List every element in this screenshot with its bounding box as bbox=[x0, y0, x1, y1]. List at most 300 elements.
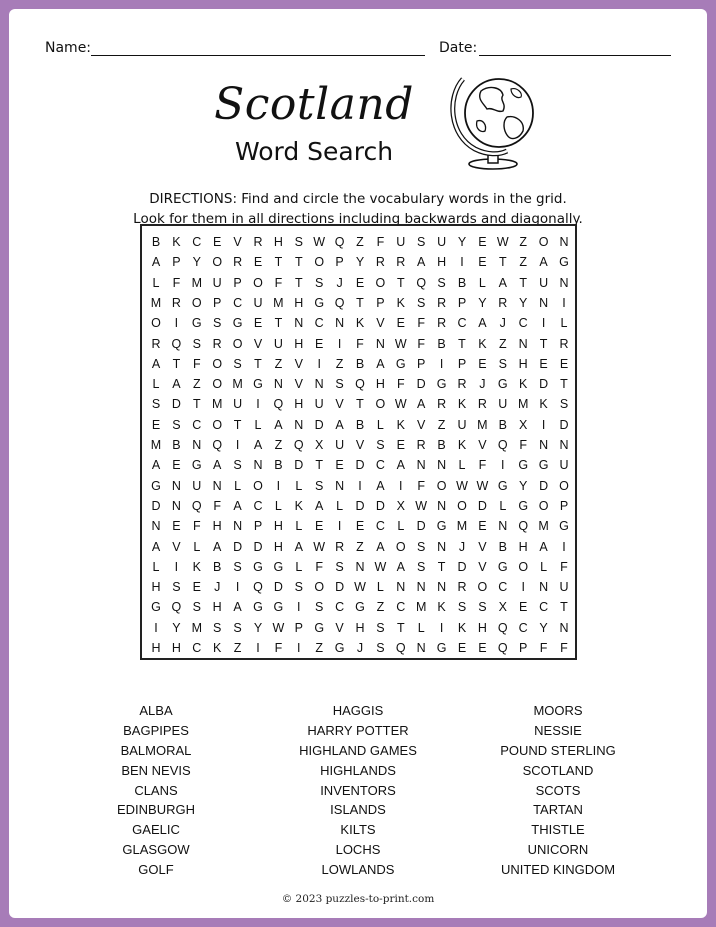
grid-letter[interactable]: C bbox=[518, 316, 528, 331]
grid-letter[interactable]: I bbox=[174, 316, 179, 331]
grid-letter[interactable]: S bbox=[172, 580, 181, 595]
grid-letter[interactable]: K bbox=[172, 235, 181, 249]
grid-letter[interactable]: Q bbox=[171, 600, 182, 615]
grid-letter[interactable]: O bbox=[212, 255, 223, 270]
grid-letter[interactable]: Q bbox=[191, 498, 202, 513]
grid-letter[interactable]: E bbox=[172, 458, 181, 473]
grid-letter[interactable]: N bbox=[375, 336, 385, 351]
grid-letter[interactable]: F bbox=[274, 275, 283, 290]
grid-letter[interactable]: S bbox=[233, 559, 242, 574]
grid-letter[interactable]: D bbox=[314, 417, 324, 432]
grid-letter[interactable]: G bbox=[497, 377, 508, 392]
grid-letter[interactable]: R bbox=[416, 438, 426, 452]
grid-letter[interactable]: B bbox=[172, 438, 181, 452]
grid-letter[interactable]: A bbox=[151, 356, 161, 371]
grid-letter[interactable]: G bbox=[355, 600, 365, 615]
grid-letter[interactable]: F bbox=[539, 641, 548, 655]
grid-letter[interactable]: Q bbox=[416, 275, 427, 290]
grid-letter[interactable]: O bbox=[151, 316, 161, 331]
grid-letter[interactable]: V bbox=[294, 377, 303, 392]
grid-letter[interactable]: S bbox=[417, 559, 426, 574]
grid-letter[interactable]: L bbox=[234, 478, 242, 493]
grid-letter[interactable]: C bbox=[498, 580, 508, 595]
grid-letter[interactable]: V bbox=[417, 417, 426, 432]
grid-letter[interactable]: D bbox=[253, 539, 263, 554]
grid-letter[interactable]: S bbox=[457, 600, 467, 615]
grid-letter[interactable]: R bbox=[477, 397, 487, 412]
grid-letter[interactable]: F bbox=[192, 519, 201, 534]
grid-letter[interactable]: W bbox=[374, 559, 387, 574]
grid-letter[interactable]: K bbox=[437, 600, 446, 615]
grid-letter[interactable]: A bbox=[376, 478, 385, 493]
grid-letter[interactable]: K bbox=[396, 295, 405, 310]
grid-letter[interactable]: I bbox=[276, 478, 281, 493]
grid-letter[interactable]: G bbox=[253, 377, 263, 392]
grid-letter[interactable]: C bbox=[335, 600, 345, 615]
grid-letter[interactable]: P bbox=[457, 356, 467, 371]
grid-letter[interactable]: Q bbox=[355, 377, 365, 392]
grid-letter[interactable]: R bbox=[498, 295, 508, 310]
grid-letter[interactable]: H bbox=[518, 356, 528, 371]
grid-letter[interactable]: W bbox=[415, 498, 428, 513]
grid-letter[interactable]: T bbox=[172, 356, 181, 371]
grid-letter[interactable]: N bbox=[233, 519, 243, 534]
grid-letter[interactable]: N bbox=[559, 235, 569, 249]
grid-letter[interactable]: E bbox=[253, 316, 263, 331]
grid-letter[interactable]: P bbox=[457, 295, 467, 310]
grid-letter[interactable]: C bbox=[314, 316, 324, 331]
grid-letter[interactable]: K bbox=[355, 316, 365, 331]
grid-letter[interactable]: S bbox=[172, 417, 181, 432]
grid-letter[interactable]: O bbox=[375, 397, 386, 412]
grid-letter[interactable]: N bbox=[294, 316, 304, 331]
grid-letter[interactable]: O bbox=[253, 275, 263, 290]
grid-letter[interactable]: G bbox=[436, 377, 447, 392]
grid-letter[interactable]: N bbox=[416, 458, 426, 473]
grid-letter[interactable]: N bbox=[559, 620, 569, 635]
grid-letter[interactable]: F bbox=[417, 316, 425, 331]
grid-letter[interactable]: F bbox=[356, 336, 364, 351]
date-line[interactable] bbox=[479, 55, 671, 56]
grid-letter[interactable]: Y bbox=[539, 620, 548, 635]
grid-letter[interactable]: H bbox=[151, 641, 161, 655]
grid-letter[interactable]: H bbox=[437, 255, 447, 270]
grid-letter[interactable]: T bbox=[315, 458, 323, 473]
grid-letter[interactable]: N bbox=[539, 580, 549, 595]
grid-letter[interactable]: R bbox=[212, 336, 222, 351]
grid-letter[interactable]: M bbox=[150, 295, 162, 310]
grid-letter[interactable]: N bbox=[171, 498, 181, 513]
grid-letter[interactable]: T bbox=[254, 356, 262, 371]
grid-letter[interactable]: T bbox=[458, 336, 466, 351]
grid-letter[interactable]: P bbox=[417, 356, 426, 371]
grid-letter[interactable]: A bbox=[253, 438, 263, 452]
grid-letter[interactable]: V bbox=[294, 356, 303, 371]
grid-letter[interactable]: F bbox=[519, 438, 527, 452]
grid-letter[interactable]: D bbox=[151, 498, 161, 513]
grid-letter[interactable]: Y bbox=[355, 255, 365, 270]
grid-letter[interactable]: Z bbox=[376, 600, 385, 615]
grid-letter[interactable]: G bbox=[518, 498, 529, 513]
grid-letter[interactable]: D bbox=[335, 580, 345, 595]
grid-letter[interactable]: U bbox=[498, 397, 508, 412]
grid-letter[interactable]: W bbox=[313, 235, 326, 249]
grid-letter[interactable]: I bbox=[562, 295, 566, 310]
grid-letter[interactable]: I bbox=[337, 336, 342, 351]
grid-letter[interactable]: D bbox=[416, 519, 426, 534]
grid-letter[interactable]: N bbox=[559, 438, 569, 452]
grid-letter[interactable]: N bbox=[335, 316, 345, 331]
grid-letter[interactable]: S bbox=[498, 356, 507, 371]
grid-letter[interactable]: Z bbox=[274, 438, 283, 452]
grid-letter[interactable]: T bbox=[274, 255, 283, 270]
grid-letter[interactable]: Z bbox=[498, 336, 507, 351]
grid-letter[interactable]: D bbox=[355, 458, 365, 473]
grid-letter[interactable]: N bbox=[355, 559, 365, 574]
grid-letter[interactable]: S bbox=[192, 600, 201, 615]
grid-letter[interactable]: X bbox=[498, 600, 507, 615]
grid-letter[interactable]: V bbox=[335, 397, 344, 412]
grid-letter[interactable]: F bbox=[478, 458, 487, 473]
grid-letter[interactable]: G bbox=[232, 316, 243, 331]
grid-letter[interactable]: D bbox=[375, 498, 385, 513]
grid-letter[interactable]: N bbox=[192, 438, 202, 452]
grid-letter[interactable]: R bbox=[437, 397, 447, 412]
grid-letter[interactable]: M bbox=[191, 620, 202, 635]
grid-letter[interactable]: R bbox=[375, 255, 385, 270]
grid-letter[interactable]: N bbox=[539, 438, 549, 452]
grid-letter[interactable]: V bbox=[478, 438, 487, 452]
grid-letter[interactable]: Z bbox=[437, 417, 446, 432]
grid-letter[interactable]: U bbox=[559, 580, 569, 595]
grid-letter[interactable]: N bbox=[437, 458, 447, 473]
grid-letter[interactable]: I bbox=[297, 600, 301, 615]
grid-letter[interactable]: A bbox=[396, 559, 405, 574]
grid-letter[interactable]: N bbox=[416, 580, 426, 595]
grid-letter[interactable]: L bbox=[152, 275, 160, 290]
grid-letter[interactable]: S bbox=[192, 336, 201, 351]
grid-letter[interactable]: X bbox=[396, 498, 405, 513]
grid-letter[interactable]: G bbox=[191, 458, 202, 473]
grid-letter[interactable]: C bbox=[233, 295, 243, 310]
grid-letter[interactable]: R bbox=[437, 295, 447, 310]
grid-letter[interactable]: Z bbox=[192, 377, 201, 392]
grid-letter[interactable]: E bbox=[559, 356, 569, 371]
grid-letter[interactable]: H bbox=[171, 641, 181, 655]
grid-letter[interactable]: Q bbox=[518, 519, 529, 534]
grid-letter[interactable]: L bbox=[336, 498, 344, 513]
grid-letter[interactable]: E bbox=[539, 356, 548, 371]
grid-letter[interactable]: H bbox=[477, 620, 487, 635]
grid-letter[interactable]: L bbox=[417, 620, 425, 635]
grid-letter[interactable]: T bbox=[539, 336, 548, 351]
grid-letter[interactable]: S bbox=[315, 478, 324, 493]
grid-letter[interactable]: C bbox=[539, 600, 549, 615]
grid-letter[interactable]: I bbox=[235, 438, 240, 452]
grid-letter[interactable]: P bbox=[213, 295, 222, 310]
grid-letter[interactable]: J bbox=[479, 377, 486, 392]
grid-letter[interactable]: E bbox=[457, 641, 467, 655]
grid-letter[interactable]: I bbox=[439, 356, 444, 371]
grid-letter[interactable]: W bbox=[354, 580, 366, 595]
grid-letter[interactable]: Y bbox=[253, 620, 263, 635]
grid-letter[interactable]: L bbox=[152, 559, 160, 574]
grid-letter[interactable]: K bbox=[457, 438, 467, 452]
grid-letter[interactable]: B bbox=[355, 356, 365, 371]
grid-letter[interactable]: O bbox=[212, 356, 223, 371]
grid-letter[interactable]: U bbox=[273, 336, 283, 351]
grid-letter[interactable]: A bbox=[376, 356, 385, 371]
grid-letter[interactable]: T bbox=[560, 377, 568, 392]
grid-letter[interactable]: H bbox=[294, 336, 304, 351]
grid-letter[interactable]: W bbox=[476, 478, 489, 493]
grid-letter[interactable]: O bbox=[477, 580, 488, 595]
grid-letter[interactable]: Q bbox=[334, 295, 345, 310]
grid-letter[interactable]: Y bbox=[478, 295, 487, 310]
grid-letter[interactable]: A bbox=[213, 539, 222, 554]
grid-letter[interactable]: U bbox=[457, 417, 467, 432]
grid-letter[interactable]: O bbox=[191, 295, 202, 310]
grid-letter[interactable]: G bbox=[334, 641, 345, 655]
grid-letter[interactable]: I bbox=[297, 641, 301, 655]
grid-letter[interactable]: I bbox=[154, 620, 158, 635]
grid-letter[interactable]: T bbox=[356, 397, 364, 412]
grid-letter[interactable]: A bbox=[274, 417, 283, 432]
grid-letter[interactable]: A bbox=[151, 255, 161, 270]
grid-letter[interactable]: G bbox=[191, 316, 202, 331]
grid-letter[interactable]: R bbox=[437, 316, 447, 331]
grid-letter[interactable]: Q bbox=[497, 438, 508, 452]
grid-letter[interactable]: K bbox=[539, 397, 548, 412]
grid-letter[interactable]: S bbox=[294, 580, 303, 595]
grid-letter[interactable]: P bbox=[559, 498, 569, 513]
grid-letter[interactable]: L bbox=[478, 275, 486, 290]
grid-letter[interactable]: J bbox=[214, 580, 221, 595]
grid-letter[interactable]: U bbox=[396, 235, 406, 249]
grid-letter[interactable]: B bbox=[498, 417, 507, 432]
grid-letter[interactable]: E bbox=[355, 519, 365, 534]
grid-letter[interactable]: J bbox=[458, 539, 466, 554]
grid-letter[interactable]: G bbox=[314, 295, 325, 310]
grid-letter[interactable]: T bbox=[192, 397, 201, 412]
grid-letter[interactable]: G bbox=[273, 600, 284, 615]
grid-letter[interactable]: S bbox=[376, 641, 385, 655]
grid-letter[interactable]: A bbox=[539, 255, 548, 270]
grid-letter[interactable]: J bbox=[336, 275, 343, 290]
grid-letter[interactable]: Q bbox=[395, 641, 406, 655]
grid-letter[interactable]: O bbox=[559, 478, 569, 493]
grid-letter[interactable]: F bbox=[376, 235, 385, 249]
grid-letter[interactable]: O bbox=[538, 235, 549, 249]
grid-letter[interactable]: R bbox=[396, 255, 406, 270]
grid-letter[interactable]: V bbox=[355, 438, 365, 452]
grid-letter[interactable]: S bbox=[417, 295, 426, 310]
grid-letter[interactable]: S bbox=[559, 397, 569, 412]
grid-letter[interactable]: S bbox=[213, 316, 222, 331]
grid-letter[interactable]: M bbox=[273, 295, 284, 310]
grid-letter[interactable]: G bbox=[436, 641, 447, 655]
grid-letter[interactable]: A bbox=[539, 539, 548, 554]
grid-letter[interactable]: L bbox=[376, 580, 384, 595]
grid-letter[interactable]: P bbox=[172, 255, 181, 270]
grid-letter[interactable]: S bbox=[213, 620, 222, 635]
grid-letter[interactable]: Z bbox=[519, 235, 527, 249]
grid-letter[interactable]: N bbox=[212, 478, 222, 493]
grid-letter[interactable]: G bbox=[151, 600, 161, 615]
grid-letter[interactable]: E bbox=[519, 600, 528, 615]
grid-letter[interactable]: X bbox=[519, 417, 528, 432]
grid-letter[interactable]: M bbox=[517, 397, 529, 412]
grid-letter[interactable]: E bbox=[315, 336, 324, 351]
grid-letter[interactable]: A bbox=[335, 417, 344, 432]
grid-letter[interactable]: C bbox=[253, 498, 263, 513]
grid-letter[interactable]: K bbox=[192, 559, 201, 574]
grid-letter[interactable]: A bbox=[151, 539, 161, 554]
grid-letter[interactable]: L bbox=[274, 498, 282, 513]
grid-letter[interactable]: D bbox=[171, 397, 181, 412]
grid-letter[interactable]: Q bbox=[273, 397, 284, 412]
grid-letter[interactable]: A bbox=[294, 539, 303, 554]
grid-letter[interactable]: I bbox=[460, 255, 464, 270]
grid-letter[interactable]: M bbox=[477, 417, 488, 432]
grid-letter[interactable]: W bbox=[394, 336, 407, 351]
name-line[interactable] bbox=[91, 55, 425, 56]
grid-letter[interactable]: W bbox=[496, 235, 509, 249]
grid-letter[interactable]: V bbox=[478, 559, 487, 574]
grid-letter[interactable]: S bbox=[376, 438, 385, 452]
grid-letter[interactable]: A bbox=[498, 275, 507, 290]
grid-letter[interactable]: F bbox=[274, 641, 283, 655]
grid-letter[interactable]: G bbox=[314, 620, 325, 635]
grid-letter[interactable]: A bbox=[233, 498, 242, 513]
grid-letter[interactable]: S bbox=[315, 275, 324, 290]
grid-letter[interactable]: N bbox=[437, 498, 447, 513]
grid-letter[interactable]: E bbox=[151, 417, 161, 432]
grid-letter[interactable]: T bbox=[294, 275, 303, 290]
grid-letter[interactable]: C bbox=[192, 641, 202, 655]
grid-letter[interactable]: F bbox=[396, 377, 405, 392]
grid-letter[interactable]: T bbox=[437, 559, 446, 574]
grid-letter[interactable]: Z bbox=[274, 356, 283, 371]
grid-letter[interactable]: N bbox=[437, 580, 447, 595]
grid-letter[interactable]: H bbox=[294, 295, 304, 310]
grid-letter[interactable]: K bbox=[478, 336, 487, 351]
grid-letter[interactable]: R bbox=[457, 580, 467, 595]
grid-letter[interactable]: D bbox=[294, 458, 304, 473]
grid-letter[interactable]: T bbox=[560, 600, 568, 615]
grid-letter[interactable]: U bbox=[233, 397, 243, 412]
grid-letter[interactable]: B bbox=[437, 438, 446, 452]
grid-letter[interactable]: N bbox=[518, 336, 528, 351]
grid-letter[interactable]: Z bbox=[356, 235, 364, 249]
grid-letter[interactable]: T bbox=[498, 255, 507, 270]
grid-letter[interactable]: L bbox=[254, 417, 262, 432]
grid-letter[interactable]: E bbox=[478, 356, 487, 371]
grid-letter[interactable]: S bbox=[417, 235, 426, 249]
grid-letter[interactable]: R bbox=[457, 377, 467, 392]
grid-letter[interactable]: K bbox=[457, 620, 467, 635]
grid-letter[interactable]: Q bbox=[253, 580, 263, 595]
grid-letter[interactable]: V bbox=[233, 235, 242, 249]
grid-letter[interactable]: U bbox=[314, 397, 324, 412]
grid-letter[interactable]: T bbox=[396, 620, 405, 635]
grid-letter[interactable]: G bbox=[151, 478, 161, 493]
grid-letter[interactable]: S bbox=[437, 275, 446, 290]
grid-letter[interactable]: H bbox=[375, 377, 385, 392]
grid-letter[interactable]: E bbox=[396, 438, 405, 452]
grid-letter[interactable]: A bbox=[396, 458, 405, 473]
grid-letter[interactable]: I bbox=[317, 356, 321, 371]
grid-letter[interactable]: I bbox=[256, 397, 260, 412]
grid-letter[interactable]: D bbox=[559, 417, 569, 432]
grid-letter[interactable]: E bbox=[355, 275, 365, 290]
grid-letter[interactable]: L bbox=[193, 539, 201, 554]
grid-letter[interactable]: Z bbox=[335, 356, 344, 371]
grid-letter[interactable]: Y bbox=[519, 478, 528, 493]
grid-letter[interactable]: R bbox=[171, 295, 181, 310]
grid-letter[interactable]: I bbox=[521, 580, 525, 595]
grid-letter[interactable]: N bbox=[151, 519, 161, 534]
grid-letter[interactable]: G bbox=[395, 356, 406, 371]
grid-letter[interactable]: D bbox=[273, 580, 283, 595]
grid-letter[interactable]: N bbox=[273, 377, 283, 392]
grid-letter[interactable]: A bbox=[417, 255, 426, 270]
grid-letter[interactable]: R bbox=[151, 336, 161, 351]
grid-letter[interactable]: N bbox=[437, 539, 447, 554]
grid-letter[interactable]: H bbox=[294, 397, 304, 412]
grid-letter[interactable]: A bbox=[151, 458, 161, 473]
grid-letter[interactable]: W bbox=[313, 539, 326, 554]
grid-letter[interactable]: O bbox=[253, 478, 263, 493]
grid-letter[interactable]: Q bbox=[334, 235, 345, 249]
grid-letter[interactable]: S bbox=[294, 235, 303, 249]
grid-letter[interactable]: A bbox=[233, 600, 242, 615]
grid-letter[interactable]: L bbox=[295, 519, 303, 534]
grid-letter[interactable]: Z bbox=[519, 255, 527, 270]
grid-letter[interactable]: A bbox=[315, 498, 324, 513]
grid-letter[interactable]: D bbox=[355, 498, 365, 513]
grid-letter[interactable]: G bbox=[273, 559, 284, 574]
grid-letter[interactable]: F bbox=[417, 478, 425, 493]
grid-letter[interactable]: T bbox=[519, 275, 527, 290]
grid-letter[interactable]: S bbox=[315, 600, 324, 615]
grid-letter[interactable]: F bbox=[560, 641, 568, 655]
grid-letter[interactable]: I bbox=[541, 316, 546, 331]
grid-letter[interactable]: N bbox=[539, 295, 549, 310]
grid-letter[interactable]: C bbox=[396, 600, 406, 615]
grid-letter[interactable]: B bbox=[355, 417, 365, 432]
grid-letter[interactable]: U bbox=[335, 438, 345, 452]
grid-letter[interactable]: B bbox=[457, 275, 467, 290]
grid-letter[interactable]: H bbox=[212, 519, 222, 534]
grid-letter[interactable]: D bbox=[457, 559, 467, 574]
grid-letter[interactable]: P bbox=[335, 255, 344, 270]
grid-letter[interactable]: V bbox=[376, 316, 385, 331]
grid-letter[interactable]: M bbox=[211, 397, 223, 412]
grid-letter[interactable]: O bbox=[457, 498, 467, 513]
grid-letter[interactable]: I bbox=[235, 580, 240, 595]
grid-letter[interactable]: S bbox=[376, 620, 385, 635]
grid-letter[interactable]: D bbox=[539, 377, 549, 392]
grid-letter[interactable]: T bbox=[274, 316, 283, 331]
grid-letter[interactable]: U bbox=[559, 458, 569, 473]
grid-letter[interactable]: K bbox=[457, 397, 467, 412]
grid-letter[interactable]: G bbox=[538, 458, 549, 473]
grid-letter[interactable]: E bbox=[478, 641, 487, 655]
grid-letter[interactable]: M bbox=[150, 438, 162, 452]
grid-letter[interactable]: I bbox=[174, 559, 179, 574]
grid-letter[interactable]: E bbox=[335, 458, 344, 473]
